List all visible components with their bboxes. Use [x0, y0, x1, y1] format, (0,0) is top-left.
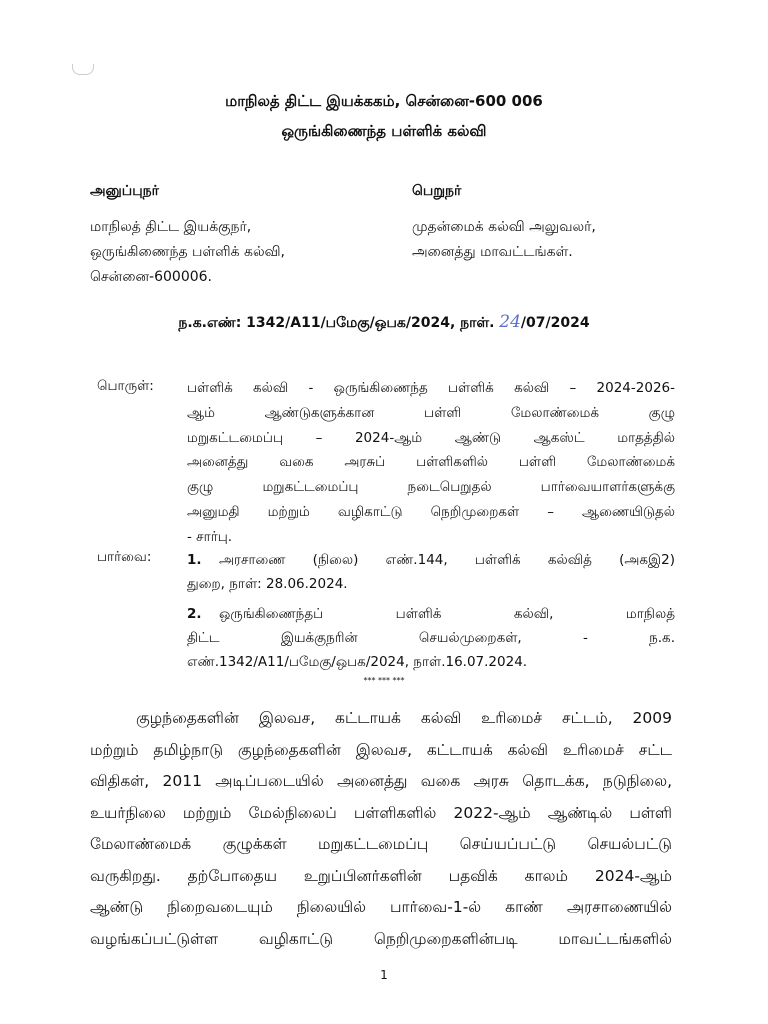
reference-prefix: ந.க.எண்: 1342/A11/பமேகு/ஒபக/2024, நாள்.	[178, 315, 500, 331]
body-line: வழங்கப்பட்டுள்ள வழிகாட்டு நெறிமுறைகளின்படி மாவட்டங்களில்	[90, 929, 672, 948]
body-line: குழந்தைகளின் இலவச, கட்டாயக் கல்வி உரிமைச் சட்டம், 2009	[136, 709, 672, 727]
reference-item-1	[187, 548, 675, 596]
page-number: 1	[380, 968, 388, 982]
reference-number-1: 1.	[187, 552, 202, 568]
reference-suffix: /07/2024	[520, 315, 590, 331]
sender-line: ஒருங்கிணைந்த பள்ளிக் கல்வி,	[90, 244, 285, 260]
body-line: ஆண்டு நிறைவடையும் நிலையில் பார்வை-1-ல் காண் அரசாணையில்	[90, 898, 672, 916]
recipient-line: முதன்மைக் கல்வி அலுவலர்,	[412, 219, 596, 235]
sender-line: சென்னை-600006.	[90, 269, 212, 285]
handwritten-date: 24	[499, 312, 521, 332]
separator: *** *** ***	[363, 676, 405, 685]
body-line: வருகிறது. தற்போதைய உறுப்பினர்களின் பதவிக் காலம் 2024-ஆம்	[90, 866, 672, 885]
subject-line: - சார்பு.	[187, 528, 233, 545]
reference-line: திட்ட இயக்குநரின் செயல்முறைகள், - ந.க.	[187, 630, 675, 646]
subject-line: ஆம் ஆண்டுகளுக்கான பள்ளி மேலாண்மைக் குழு	[187, 404, 675, 421]
reference-line: துறை, நாள்: 28.06.2024.	[187, 576, 348, 592]
reference-item-2	[187, 602, 675, 674]
page-subtitle: ஒருங்கிணைந்த பள்ளிக் கல்வி	[281, 122, 487, 140]
references-label: பார்வை:	[97, 549, 152, 565]
reference-line: எண்.1342/A11/பமேகு/ஒபக/2024, நாள்.16.07.2024.	[187, 654, 528, 670]
sender-line: மாநிலத் திட்ட இயக்குநர்,	[90, 219, 252, 235]
reference-number-2: 2.	[187, 606, 202, 622]
subject-line: அனுமதி மற்றும் வழிகாட்டு நெறிமுறைகள் – ஆணையிடுதல்	[187, 503, 675, 520]
reference-line: 1. அரசாணை (நிலை) எண்.144, பள்ளிக் கல்வித் (அகஇ2)	[187, 548, 675, 572]
sender-heading: அனுப்புநர்	[90, 183, 159, 199]
subject-line: பள்ளிக் கல்வி - ஒருங்கிணைந்த பள்ளிக் கல்வி – 2024-2026-	[187, 380, 675, 396]
subject-line: குழு மறுகட்டமைப்பு நடைபெறுதல் பார்வையாளர்களுக்கு	[187, 479, 675, 496]
body-line: உயர்நிலை மற்றும் மேல்நிலைப் பள்ளிகளில் 2022-ஆம் ஆண்டில் பள்ளி	[90, 803, 672, 822]
body-line: மேலாண்மைக் குழுக்கள் மறுகட்டமைப்பு செய்யப்பட்டு செயல்பட்டு	[90, 835, 672, 853]
recipient-line: அனைத்து மாவட்டங்கள்.	[412, 244, 573, 260]
subject-text	[187, 376, 675, 550]
body-line: விதிகள், 2011 அடிப்படையில் அனைத்து வகை அரசு தொடக்க, நடுநிலை,	[90, 772, 672, 790]
reference-number	[0, 312, 768, 333]
page-title: மாநிலத் திட்ட இயக்ககம், சென்னை-600 006	[225, 92, 543, 110]
subject-line: அனைத்து வகை அரசுப் பள்ளிகளில் பள்ளி மேலாண்மைக்	[187, 454, 675, 471]
sender-address	[90, 215, 285, 290]
subject-line: மறுகட்டமைப்பு – 2024-ஆம் ஆண்டு ஆகஸ்ட் மாதத்தில்	[187, 429, 675, 446]
body-paragraph	[90, 703, 672, 955]
reference-line: 2. ஒருங்கிணைந்தப் பள்ளிக் கல்வி, மாநிலத்	[187, 602, 675, 626]
recipient-heading: பெறுநர்	[412, 183, 462, 199]
subject-label: பொருள்:	[97, 378, 154, 394]
body-line: மற்றும் தமிழ்நாடு குழந்தைகளின் இலவச, கட்டாயக் கல்வி உரிமைச் சட்ட	[90, 740, 672, 759]
corner-mark	[72, 64, 94, 75]
recipient-address	[412, 215, 596, 265]
